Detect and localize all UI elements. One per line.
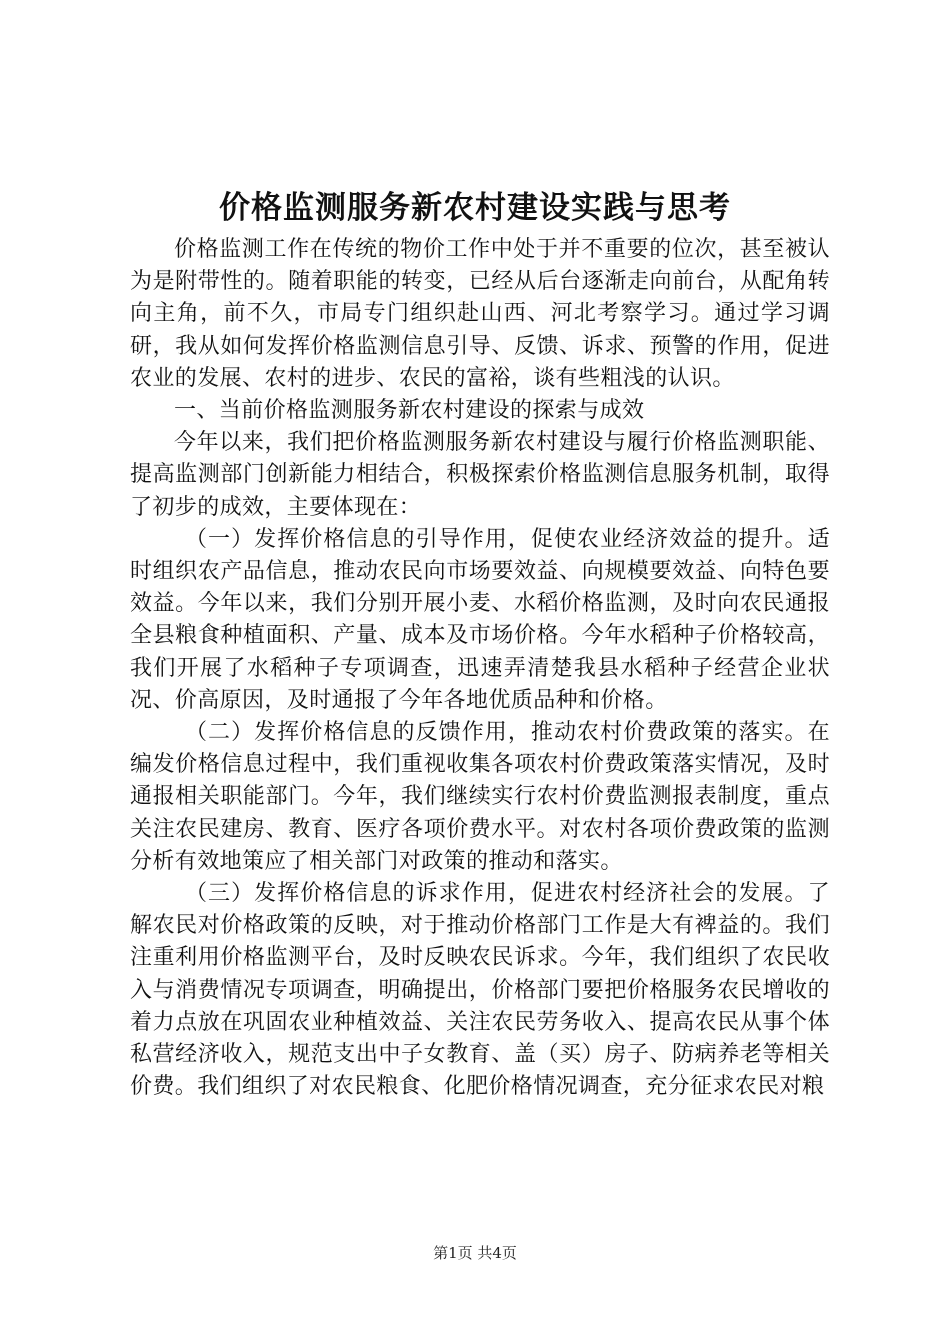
- subsection-3-paragraph: （三）发挥价格信息的诉求作用，促进农村经济社会的发展。了解农民对价格政策的反映，对于推动价格部门工作是大有裨益的。我们注重利用价格监测平台，及时反映农民诉求。今年，我们组织了农民收入与消费情况专项调查，明确提出，价格部门要把价格服务农民增收的着力点放在巩固农业种植效益、关注农民劳务收入、提高农民从事个体私营经济收入，规范支出中子女教育、盖（买）房子、防病养老等相关价费。我们组织了对农民粮食、化肥价格情况调查，充分征求农民对粮: [130, 881, 830, 1100]
- subsection-1-paragraph: （一）发挥价格信息的引导作用，促使农业经济效益的提升。适时组织农产品信息，推动农民向市场要效益、向规模要效益、向特色要效益。今年以来，我们分别开展小麦、水稻价格监测，及时向农民通报全县粮食种植面积、产量、成本及市场价格。今年水稻种子价格较高，我们开展了水稻种子专项调查，迅速弄清楚我县水稻种子经营企业状况、价高原因，及时通报了今年各地优质品种和价格。: [130, 526, 830, 713]
- document-title: 价格监测服务新农村建设实践与思考: [219, 190, 731, 226]
- document-body: [130, 234, 830, 1103]
- subsection-2-paragraph: （二）发挥价格信息的反馈作用，推动农村价费政策的落实。在编发价格信息过程中，我们重视收集各项农村价费政策落实情况，及时通报相关职能部门。今年，我们继续实行农村价费监测报表制度，重点关注农民建房、教育、医疗各项价费水平。对农村各项价费政策的监测分析有效地策应了相关部门对政策的推动和落实。: [130, 720, 830, 874]
- intro-paragraph: 价格监测工作在传统的物价工作中处于并不重要的位次，甚至被认为是附带性的。随着职能的转变，已经从后台逐渐走向前台，从配角转向主角，前不久，市局专门组织赴山西、河北考察学习。通过学习调研，我从如何发挥价格监测信息引导、反馈、诉求、预警的作用，促进农业的发展、农村的进步、农民的富裕，谈有些粗浅的认识。: [130, 237, 830, 391]
- section-heading: 一、当前价格监测服务新农村建设的探索与成效: [174, 398, 645, 424]
- page-number-footer: 第1页 共4页: [433, 1244, 517, 1262]
- section-intro-paragraph: 今年以来，我们把价格监测服务新农村建设与履行价格监测职能、提高监测部门创新能力相结合，积极探索价格监测信息服务机制，取得了初步的成效，主要体现在：: [130, 430, 830, 520]
